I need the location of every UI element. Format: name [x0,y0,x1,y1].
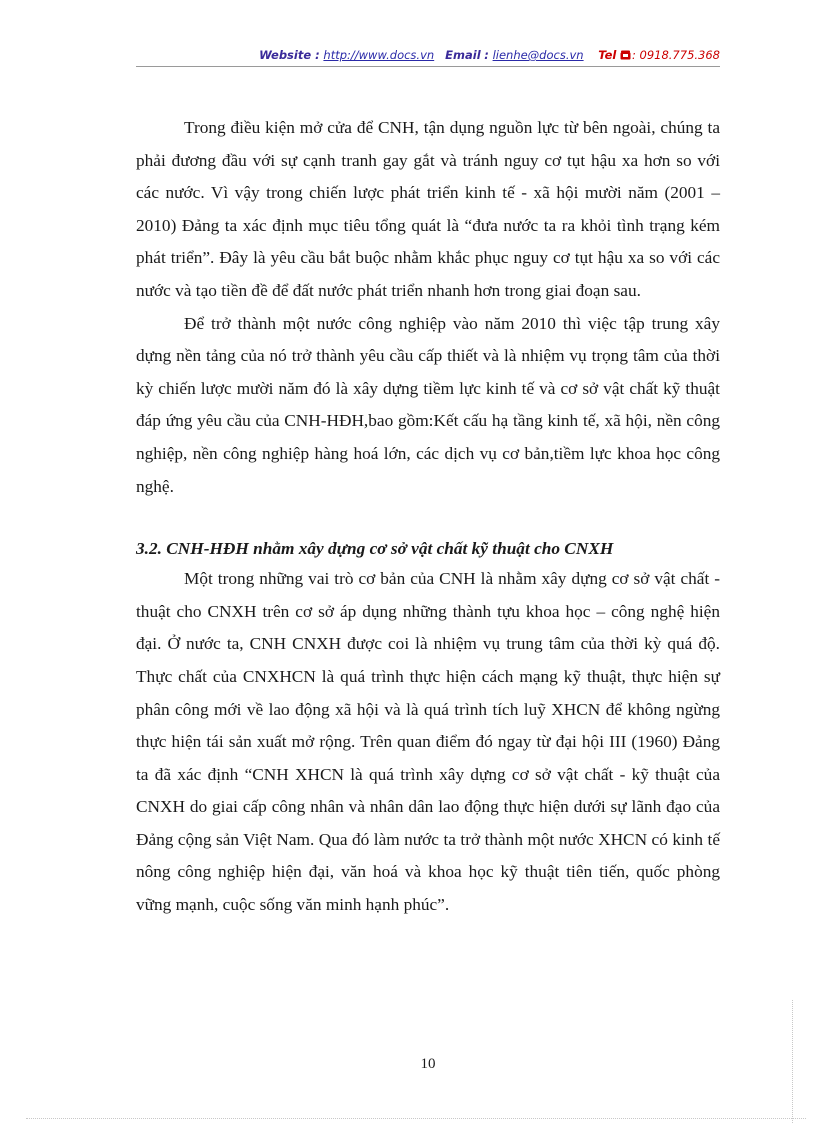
page-right-border [792,1000,793,1123]
page-header [136,46,720,64]
website-link[interactable]: http://www.docs.vn [323,48,435,62]
header-divider [136,66,720,67]
document-body [136,112,720,922]
email-label: Email [445,48,481,62]
phone-icon [620,50,631,60]
tel-label: Tel [598,48,617,62]
body-paragraph: Trong điều kiện mở cửa để CNH, tận dụng nguồn lực từ bên ngoài, chúng ta phải đương đầu với sự cạnh tranh gay gắt và tránh nguy cơ tụt hậu xa hơn so với các nước. Vì vậy trong chiến lược phát triển kinh tế - xã hội mười năm (2001 – 2010) Đảng ta xác định mục tiêu tổng quát là “đưa nước ta ra khỏi tình trạng kém phát triển”. Đây là yêu cầu bắt buộc nhằm khắc phục nguy cơ tụt hậu xa so với các nước và tạo tiền đề để đất nước phát triển nhanh hơn trong giai đoạn sau. [136,118,720,300]
body-paragraph: Để trở thành một nước công nghiệp vào năm 2010 thì việc tập trung xây dựng nền tảng của nó trở thành yêu cầu cấp thiết và là nhiệm vụ trọng tâm của thời kỳ chiến lược mười năm đó là xây dựng tiềm lực kinh tế và cơ sở vật chất kỹ thuật đáp ứng yêu cầu của CNH-HĐH,bao gồm:Kết cấu hạ tầng kinh tế, xã hội, nền công nghiệp, nền công nghiệp hàng hoá lớn, các dịch vụ cơ bản,tiềm lực khoa học công nghệ. [136,313,720,496]
email-link[interactable]: lienhe@docs.vn [492,48,584,62]
email-separator: : [484,48,489,62]
body-paragraph: Một trong những vai trò cơ bản của CNH là nhằm xây dựng cơ sở vật chất - thuật cho CNXH trên cơ sở áp dụng những thành tựu khoa học – công nghệ hiện đại. Ở nước ta, CNH CNXH được coi là nhiệm vụ trung tâm của thời kỳ quá độ. Thực chất của CNXHCN là quá trình thực hiện cách mạng kỹ thuật, thực hiện sự phân công mới về lao động xã hội và là quá trình tích luỹ XHCN để không ngừng thực hiện tái sản xuất mở rộng. Trên quan điểm đó ngay từ đại hội III (1960) Đảng ta đã xác định “CNH XHCN là quá trình xây dựng cơ sở vật chất - kỹ thuật của CNXH do giai cấp công nhân và nhân dân lao động thực hiện dưới sự lãnh đạo của Đảng cộng sản Việt Nam. Qua đó làm nước ta trở thành một nước XHCN có kinh tế nông công nghiệp hiện đại, văn hoá và khoa học kỹ thuật tiên tiến, quốc phòng vững mạnh, cuộc sống văn minh hạnh phúc”. [136,569,720,915]
section-heading: 3.2. CNH-HĐH nhằm xây dựng cơ sở vật chất kỹ thuật cho CNXH [136,539,614,559]
page-number: 10 [420,1056,436,1072]
paragraph-spacer [136,503,720,535]
website-label: Website : [259,48,320,62]
tel-value: : 0918.775.368 [631,48,720,62]
page-bottom-border [26,1118,806,1119]
